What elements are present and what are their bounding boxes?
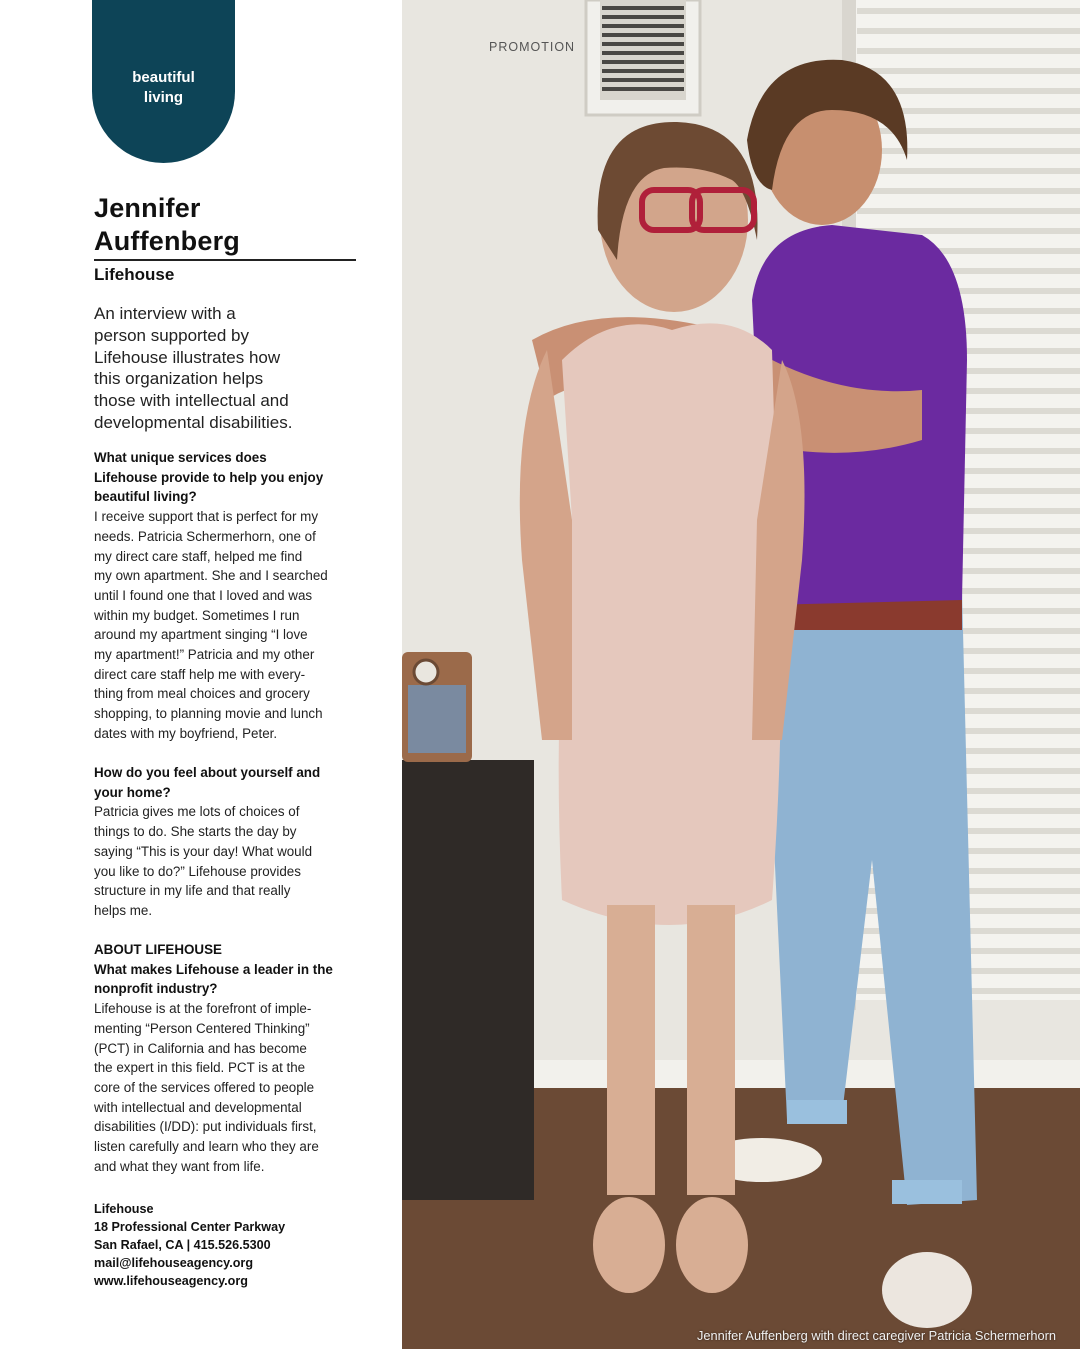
answer-feelings	[94, 802, 369, 920]
blind-slat	[857, 28, 1080, 34]
answer-line: thing from meal choices and grocery	[94, 686, 310, 702]
section-tab-label	[109, 68, 219, 108]
promotion-label: PROMOTION	[489, 40, 576, 54]
answer-services	[94, 507, 369, 743]
answer-line: my own apartment. She and I searched	[94, 568, 328, 584]
about-heading-text: ABOUT LIFEHOUSE	[94, 942, 222, 957]
vent-slat	[602, 15, 684, 19]
question-services	[94, 448, 369, 507]
intro-line: An interview with a	[94, 304, 236, 323]
vent-slat	[602, 24, 684, 28]
question-line: What makes Lifehouse a leader in the	[94, 961, 333, 977]
vent-slat	[602, 33, 684, 37]
answer-line: disabilities (I/DD): put individuals first,	[94, 1119, 317, 1135]
answer-line: the expert in this field. PCT is at the	[94, 1060, 306, 1076]
photo-illustration	[402, 0, 1080, 1349]
answer-line: you like to do?” Lifehouse provides	[94, 863, 301, 879]
answer-line: needs. Patricia Schermerhorn, one of	[94, 528, 316, 544]
vent-slat	[602, 60, 684, 64]
answer-line: I receive support that is perfect for my	[94, 509, 319, 525]
question-line: Lifehouse provide to help you enjoy	[94, 469, 324, 485]
question-line: nonprofit industry?	[94, 981, 218, 997]
section-tab-line2: living	[143, 89, 184, 106]
answer-line: Patricia gives me lots of choices of	[94, 804, 300, 820]
vent-slat	[602, 69, 684, 73]
blind-slat	[857, 208, 1080, 214]
intro-line: person supported by	[94, 325, 249, 345]
contact-address: 18 Professional Center Parkway	[94, 1220, 286, 1234]
about-heading	[94, 940, 369, 960]
answer-line: saying “This is your day! What would	[94, 843, 313, 859]
question-leader	[94, 960, 369, 999]
section-tab-line1: beautiful	[132, 69, 195, 86]
answer-line: Lifehouse is at the forefront of imple-	[94, 1001, 312, 1017]
question-line: your home?	[94, 784, 171, 800]
answer-line: core of the services offered to people	[94, 1079, 315, 1095]
answer-line: menting “Person Centered Thinking”	[94, 1020, 310, 1036]
answer-line: structure in my life and that really	[94, 883, 291, 899]
name-divider	[94, 259, 356, 261]
blind-slat	[857, 48, 1080, 54]
qa-block-services	[94, 448, 369, 744]
vent-slat	[602, 78, 684, 82]
answer-line: until I found one that I loved and was	[94, 587, 313, 603]
contact-website-link[interactable]: www.lifehouseagency.org	[94, 1274, 248, 1288]
contact-name: Lifehouse	[94, 1202, 154, 1216]
intro-paragraph	[94, 303, 364, 434]
profile-name-last: Auffenberg	[94, 226, 240, 256]
answer-line: helps me.	[94, 902, 153, 918]
answer-line: my apartment!” Patricia and my other	[94, 647, 315, 663]
answer-line: listen carefully and learn who they are	[94, 1139, 319, 1155]
profile-organization: Lifehouse	[94, 265, 175, 284]
intro-line: Lifehouse illustrates how	[94, 347, 281, 367]
photo-caption: Jennifer Auffenberg with direct caregiver Patricia Schermerhorn	[697, 1328, 1056, 1343]
blind-slat	[857, 68, 1080, 74]
intro-line: those with intellectual and	[94, 391, 289, 411]
answer-line: around my apartment singing “I love	[94, 627, 308, 643]
answer-line: dates with my boyfriend, Peter.	[94, 725, 278, 741]
question-line: beautiful living?	[94, 489, 197, 505]
answer-leader	[94, 999, 369, 1176]
vent-slat	[602, 51, 684, 55]
vent-slat	[602, 42, 684, 46]
answer-line: with intellectual and developmental	[94, 1099, 302, 1115]
answer-line: within my budget. Sometimes I run	[94, 607, 300, 623]
vent-slat	[602, 6, 684, 10]
profile-name	[94, 192, 240, 258]
section-tab	[92, 0, 235, 163]
blind-slat	[857, 168, 1080, 174]
intro-line: developmental disabilities.	[94, 412, 293, 432]
qa-block-feelings	[94, 763, 369, 921]
contact-email-link[interactable]: mail@lifehouseagency.org	[94, 1256, 254, 1270]
answer-line: direct care staff help me with every-	[94, 666, 306, 682]
profile-name-first: Jennifer	[94, 193, 201, 223]
vent-slat	[602, 87, 684, 91]
answer-line: (PCT) in California and has become	[94, 1040, 307, 1056]
answer-line: my direct care staff, helped me find	[94, 548, 303, 564]
contact-city-phone[interactable]: San Rafael, CA | 415.526.5300	[94, 1238, 271, 1252]
blind-slat	[857, 188, 1080, 194]
question-line: What unique services does	[94, 450, 267, 465]
article-column	[0, 0, 402, 1349]
blind-slat	[857, 8, 1080, 14]
feature-photo	[402, 0, 1080, 1349]
answer-line: shopping, to planning movie and lunch	[94, 706, 323, 722]
intro-line: this organization helps	[94, 369, 264, 389]
answer-line: things to do. She starts the day by	[94, 824, 297, 840]
answer-line: and what they want from life.	[94, 1158, 265, 1174]
qa-block-about	[94, 940, 369, 1176]
question-feelings	[94, 763, 369, 802]
contact-block	[94, 1200, 285, 1290]
question-line: How do you feel about yourself and	[94, 765, 321, 780]
blind-slat	[857, 148, 1080, 154]
